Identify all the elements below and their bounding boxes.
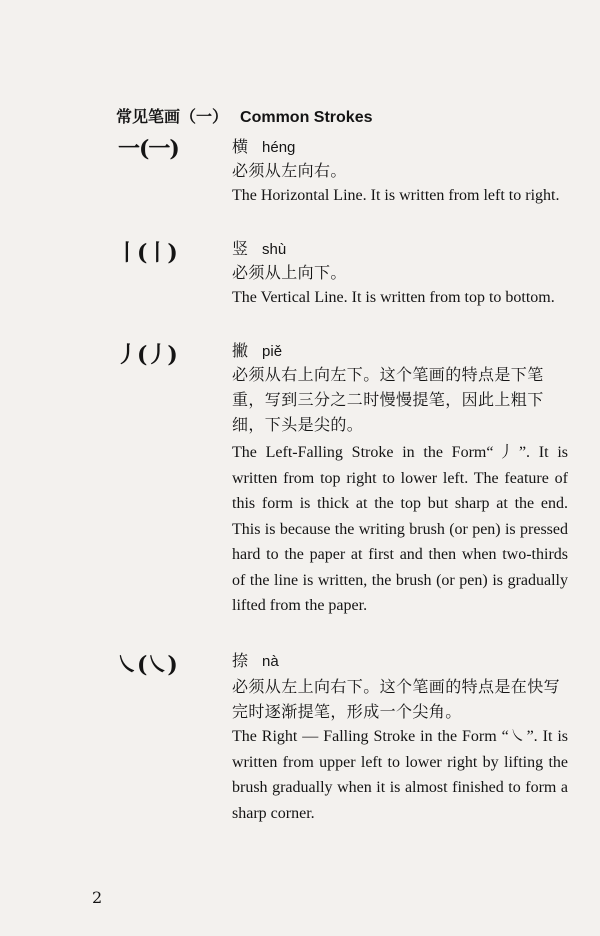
section-title [116,104,372,127]
section-title-cn: 常见笔画（一） [116,107,229,126]
stroke-rule-cn-right-falling: 必须从左上向右下。这个笔画的特点是在快写完时逐渐提笔，形成一个尖角。 [232,677,561,721]
stroke-name-horizontal [232,134,295,157]
stroke-pinyin: nà [262,653,279,670]
stroke-char: 横 [232,137,249,156]
stroke-name-left-falling [232,338,282,361]
stroke-desc-en-horizontal: The Horizontal Line. It is written from left to right. [232,187,560,204]
section-title-en: Common Strokes [240,109,373,126]
stroke-name-vertical [232,236,286,259]
stroke-char: 捺 [232,651,249,670]
stroke-rule-cn-horizontal: 必须从左向右。 [232,161,347,180]
stroke-desc-en-right-falling: The Right — Falling Stroke in the Form “㇏”. It is written from upper left to lower right by lifting the brush gradually when it is almost finished to form a sharp corner. [232,728,568,822]
stroke-pinyin: héng [262,139,296,156]
page-number: 2 [92,888,103,907]
stroke-char: 撇 [232,341,249,360]
stroke-symbol-left-falling: 丿(丿) [116,342,177,368]
stroke-char: 竖 [232,239,249,258]
stroke-desc-en-vertical: The Vertical Line. It is written from top to bottom. [232,289,555,306]
stroke-pinyin: piě [262,343,283,360]
stroke-symbol-horizontal: 一(一) [118,136,179,162]
stroke-symbol-right-falling: ㇏(㇏) [116,652,177,678]
stroke-rule-cn-vertical: 必须从上向下。 [232,263,347,282]
stroke-rule-cn-left-falling: 必须从右上向左下。这个笔画的特点是下笔重，写到三分之二时慢慢提笔，因此上粗下细，下头是尖的。 [232,365,544,434]
stroke-name-right-falling [232,648,279,671]
stroke-pinyin: shù [262,241,287,258]
stroke-symbol-vertical: 丨(丨) [116,240,177,266]
stroke-desc-en-left-falling: The Left-Falling Stroke in the Form“丿”. It is written from top right to lower left. The feature of this form is thick at the top but sharp at the end. This is because the writing brush (or pen) is pressed hard to the paper at first and then when two-thirds of the line is written, the brush (or pen) is gradually lifted from the paper. [232,444,568,614]
